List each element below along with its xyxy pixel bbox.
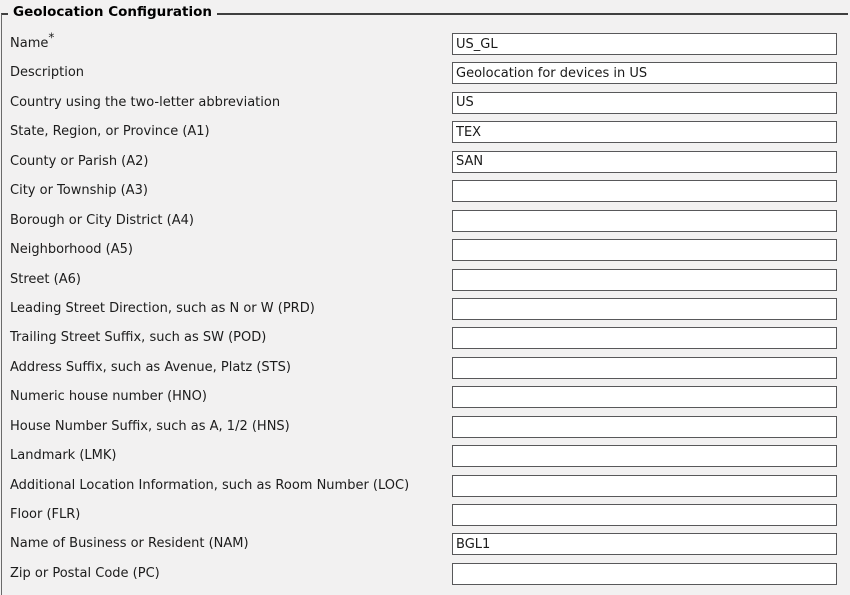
geolocation-form <box>0 30 850 592</box>
form-row <box>0 504 850 533</box>
street-a6-input[interactable] <box>452 269 837 291</box>
additional-location-information-loc-input[interactable] <box>452 475 837 497</box>
field-label-landmark-lmk: Landmark (LMK) <box>10 448 117 464</box>
form-row <box>0 475 850 504</box>
field-label-name: Name* <box>10 30 55 51</box>
country-input[interactable] <box>452 92 837 114</box>
field-label-description: Description <box>10 65 85 81</box>
field-label-floor-flr: Floor (FLR) <box>10 507 81 522</box>
form-row <box>0 210 850 239</box>
field-label-address-suffix-sts: Address Suffix, such as Avenue, Platz (STS) <box>10 359 291 375</box>
borough-or-city-district-a4-input[interactable] <box>452 210 837 232</box>
form-row <box>0 62 850 91</box>
leading-street-direction-prd-input[interactable] <box>452 298 837 320</box>
form-row <box>0 30 850 62</box>
landmark-lmk-input[interactable] <box>452 445 837 467</box>
field-label-trailing-street-suffix-pod: Trailing Street Suffix, such as SW (POD) <box>10 330 267 346</box>
form-row <box>0 298 850 327</box>
field-label-additional-location-information-loc: Additional Location Information, such as Room Number (LOC) <box>10 477 410 493</box>
field-label-neighborhood-a5: Neighborhood (A5) <box>10 242 133 258</box>
field-label-house-number-suffix-hns: House Number Suffix, such as A, 1/2 (HNS) <box>10 418 290 434</box>
field-label-state-region-province-a1: State, Region, or Province (A1) <box>10 124 210 140</box>
name-input[interactable] <box>452 33 837 55</box>
form-row <box>0 151 850 180</box>
county-or-parish-a2-input[interactable] <box>452 151 837 173</box>
field-label-name-of-business-or-resident-nam: Name of Business or Resident (NAM) <box>10 536 249 552</box>
trailing-street-suffix-pod-input[interactable] <box>452 327 837 349</box>
form-row <box>0 357 850 386</box>
form-row <box>0 445 850 474</box>
form-row <box>0 386 850 415</box>
field-label-leading-street-direction-prd: Leading Street Direction, such as N or W (PRD) <box>10 300 315 316</box>
required-marker: * <box>48 30 55 45</box>
form-row <box>0 121 850 150</box>
form-row <box>0 180 850 209</box>
description-input[interactable] <box>452 62 837 84</box>
city-or-township-a3-input[interactable] <box>452 180 837 202</box>
floor-flr-input[interactable] <box>452 504 837 526</box>
form-row <box>0 533 850 562</box>
numeric-house-number-hno-input[interactable] <box>452 386 837 408</box>
field-label-county-or-parish-a2: County or Parish (A2) <box>10 153 149 169</box>
neighborhood-a5-input[interactable] <box>452 239 837 261</box>
form-row <box>0 239 850 268</box>
field-label-borough-or-city-district-a4: Borough or City District (A4) <box>10 212 194 228</box>
field-label-street-a6: Street (A6) <box>10 271 81 287</box>
field-label-city-or-township-a3: City or Township (A3) <box>10 183 148 199</box>
form-row <box>0 92 850 121</box>
form-row <box>0 327 850 356</box>
zip-or-postal-code-pc-input[interactable] <box>452 563 837 585</box>
house-number-suffix-hns-input[interactable] <box>452 416 837 438</box>
field-label-zip-or-postal-code-pc: Zip or Postal Code (PC) <box>10 565 160 581</box>
state-region-province-a1-input[interactable] <box>452 121 837 143</box>
address-suffix-sts-input[interactable] <box>452 357 837 379</box>
name-of-business-or-resident-nam-input[interactable] <box>452 533 837 555</box>
field-label-numeric-house-number-hno: Numeric house number (HNO) <box>10 389 207 405</box>
form-row <box>0 563 850 592</box>
field-label-country: Country using the two-letter abbreviation <box>10 94 281 110</box>
panel-title: Geolocation Configuration <box>8 4 217 20</box>
form-row <box>0 269 850 298</box>
form-row <box>0 416 850 445</box>
